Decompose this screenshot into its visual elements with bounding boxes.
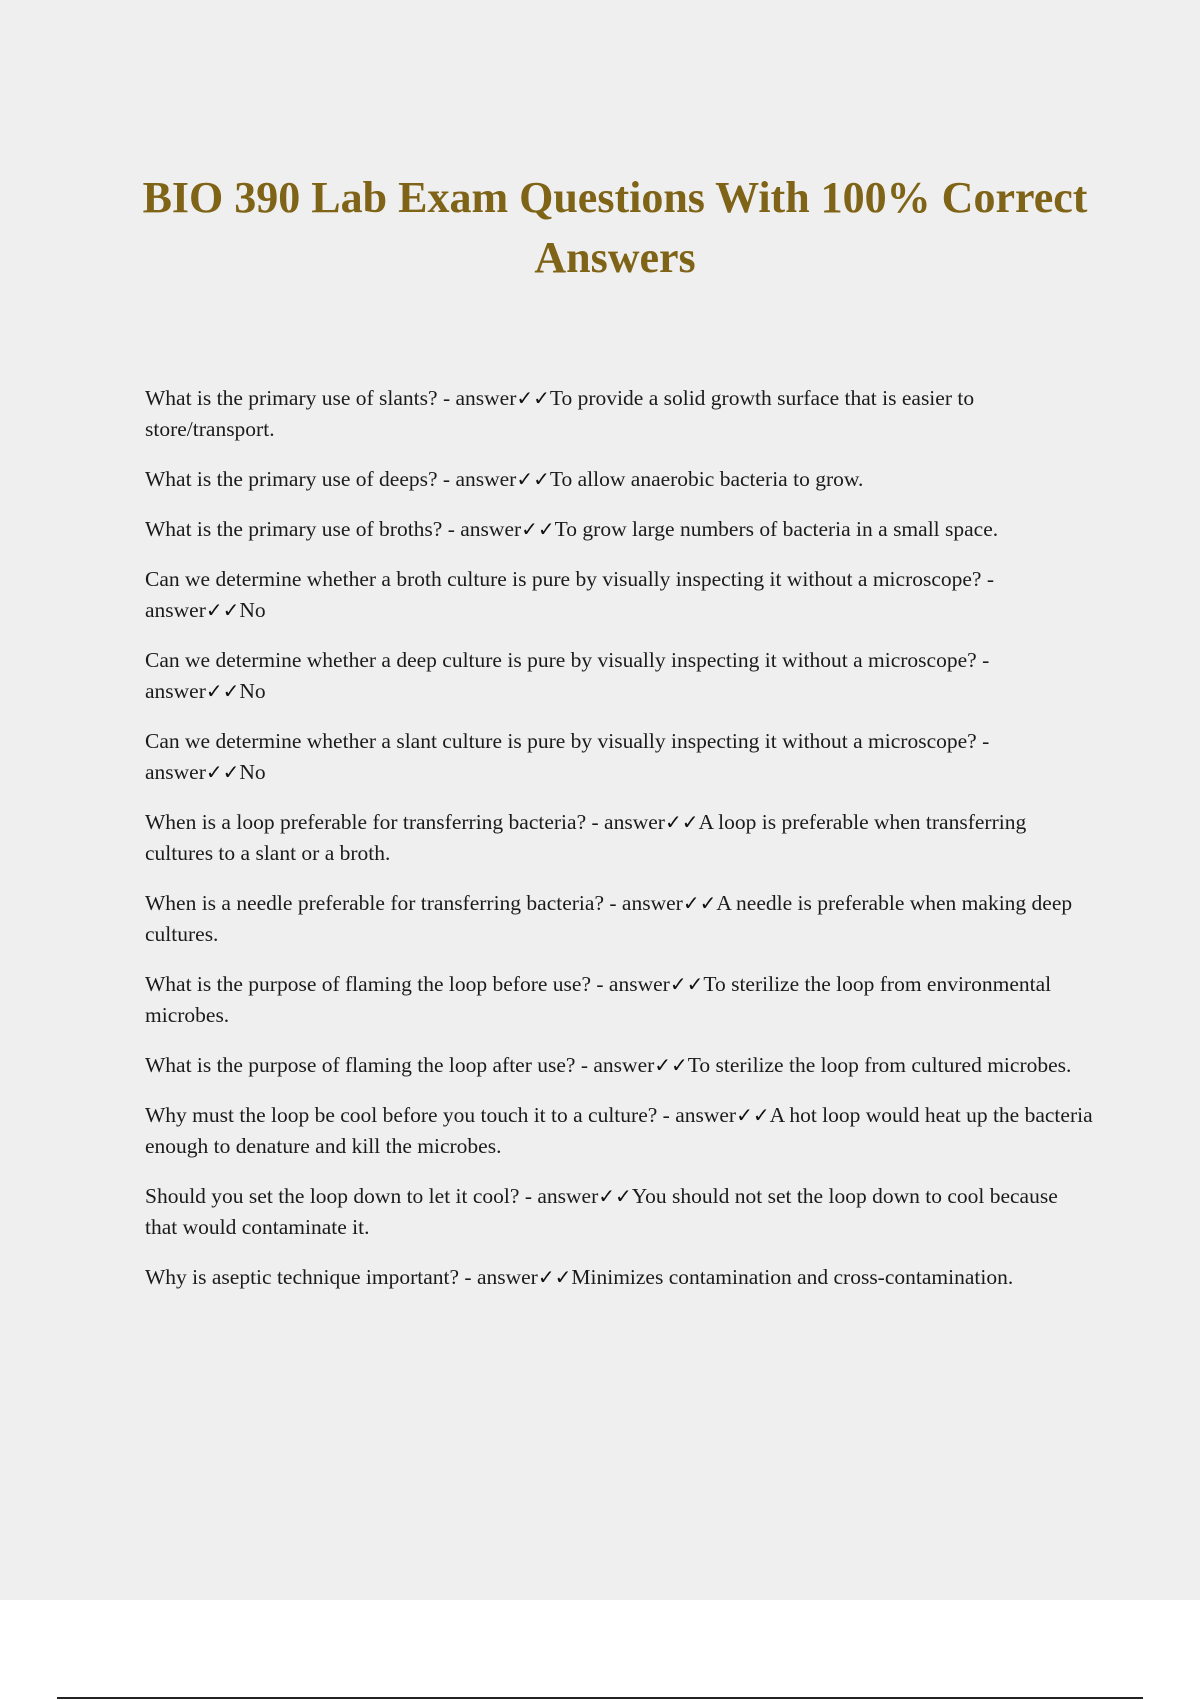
document-title: BIO 390 Lab Exam Questions With 100% Correct Answers xyxy=(142,173,1088,282)
question-text: When is a needle preferable for transferring bacteria? xyxy=(145,891,604,915)
question-text: Why is aseptic technique important? xyxy=(145,1265,460,1289)
answer-text: To sterilize the loop from environmental microbes. xyxy=(145,972,1052,1027)
check-mark-icon: ✓✓ xyxy=(521,517,555,541)
qa-item xyxy=(145,645,1095,707)
answer-separator: - answer xyxy=(145,729,990,784)
check-mark-icon: ✓✓ xyxy=(516,467,550,491)
answer-separator: - answer xyxy=(437,386,517,410)
answer-text: A loop is preferable when transferring cultures to a slant or a broth. xyxy=(145,810,1027,865)
question-text: Should you set the loop down to let it cool? xyxy=(145,1184,520,1208)
qa-item xyxy=(145,1050,1095,1081)
qa-item xyxy=(145,1262,1095,1293)
answer-separator: - answer xyxy=(591,972,670,996)
answer-separator: - answer xyxy=(575,1053,655,1077)
answer-text: To provide a solid growth surface that is easier to store/transport. xyxy=(145,386,975,441)
page-footer-area xyxy=(0,1600,1200,1700)
answer-separator: - answer xyxy=(145,567,995,622)
answer-separator: - answer xyxy=(586,810,665,834)
answer-text: To sterilize the loop from cultured microbes. xyxy=(687,1053,1072,1077)
answer-text: Minimizes contamination and cross-contamination. xyxy=(571,1265,1014,1289)
check-mark-icon: ✓✓ xyxy=(598,1184,632,1208)
check-mark-icon: ✓✓ xyxy=(537,1265,572,1289)
qa-item xyxy=(145,514,1095,545)
question-text: When is a loop preferable for transferring bacteria? xyxy=(145,810,587,834)
question-text: What is the primary use of deeps? xyxy=(145,467,438,491)
qa-item xyxy=(145,1181,1095,1243)
check-mark-icon: ✓✓ xyxy=(669,972,704,996)
footer-divider xyxy=(57,1697,1143,1699)
answer-text: No xyxy=(239,679,266,703)
question-text: Why must the loop be cool before you touch it to a culture? xyxy=(145,1103,658,1127)
check-mark-icon: ✓✓ xyxy=(654,1053,688,1077)
qa-item xyxy=(145,969,1095,1031)
question-text: What is the purpose of flaming the loop before use? xyxy=(145,972,591,996)
answer-separator: - answer xyxy=(519,1184,599,1208)
question-text: Can we determine whether a broth culture is pure by visually inspecting it without a microscope? xyxy=(145,567,982,591)
check-mark-icon: ✓✓ xyxy=(205,598,240,622)
qa-item xyxy=(145,564,1095,626)
qa-item xyxy=(145,1100,1095,1162)
answer-text: No xyxy=(239,598,266,622)
answer-separator: - answer xyxy=(657,1103,737,1127)
qa-item xyxy=(145,464,1095,495)
qa-list xyxy=(145,383,1095,1312)
question-text: What is the purpose of flaming the loop after use? xyxy=(145,1053,576,1077)
check-mark-icon: ✓✓ xyxy=(682,891,717,915)
qa-item xyxy=(145,807,1095,869)
answer-separator: - answer xyxy=(442,517,522,541)
qa-item xyxy=(145,726,1095,788)
answer-text: To allow anaerobic bacteria to grow. xyxy=(549,467,864,491)
answer-separator: - answer xyxy=(145,648,990,703)
check-mark-icon: ✓✓ xyxy=(205,760,240,784)
question-text: What is the primary use of slants? xyxy=(145,386,438,410)
answer-text: A hot loop would heat up the bacteria enough to denature and kill the microbes. xyxy=(145,1103,1093,1158)
check-mark-icon: ✓✓ xyxy=(664,810,699,834)
answer-separator: - answer xyxy=(604,891,683,915)
check-mark-icon: ✓✓ xyxy=(205,679,240,703)
answer-separator: - answer xyxy=(459,1265,538,1289)
answer-text: A needle is preferable when making deep cultures. xyxy=(145,891,1073,946)
qa-item xyxy=(145,888,1095,950)
check-mark-icon: ✓✓ xyxy=(736,1103,770,1127)
answer-text: To grow large numbers of bacteria in a small space. xyxy=(554,517,999,541)
qa-item xyxy=(145,383,1095,445)
question-text: Can we determine whether a deep culture is pure by visually inspecting it without a microscope? xyxy=(145,648,977,672)
answer-text: You should not set the loop down to cool because that would contaminate it. xyxy=(145,1184,1058,1239)
answer-text: No xyxy=(239,760,266,784)
answer-separator: - answer xyxy=(437,467,517,491)
question-text: Can we determine whether a slant culture is pure by visually inspecting it without a microscope? xyxy=(145,729,977,753)
check-mark-icon: ✓✓ xyxy=(516,386,550,410)
question-text: What is the primary use of broths? xyxy=(145,517,443,541)
